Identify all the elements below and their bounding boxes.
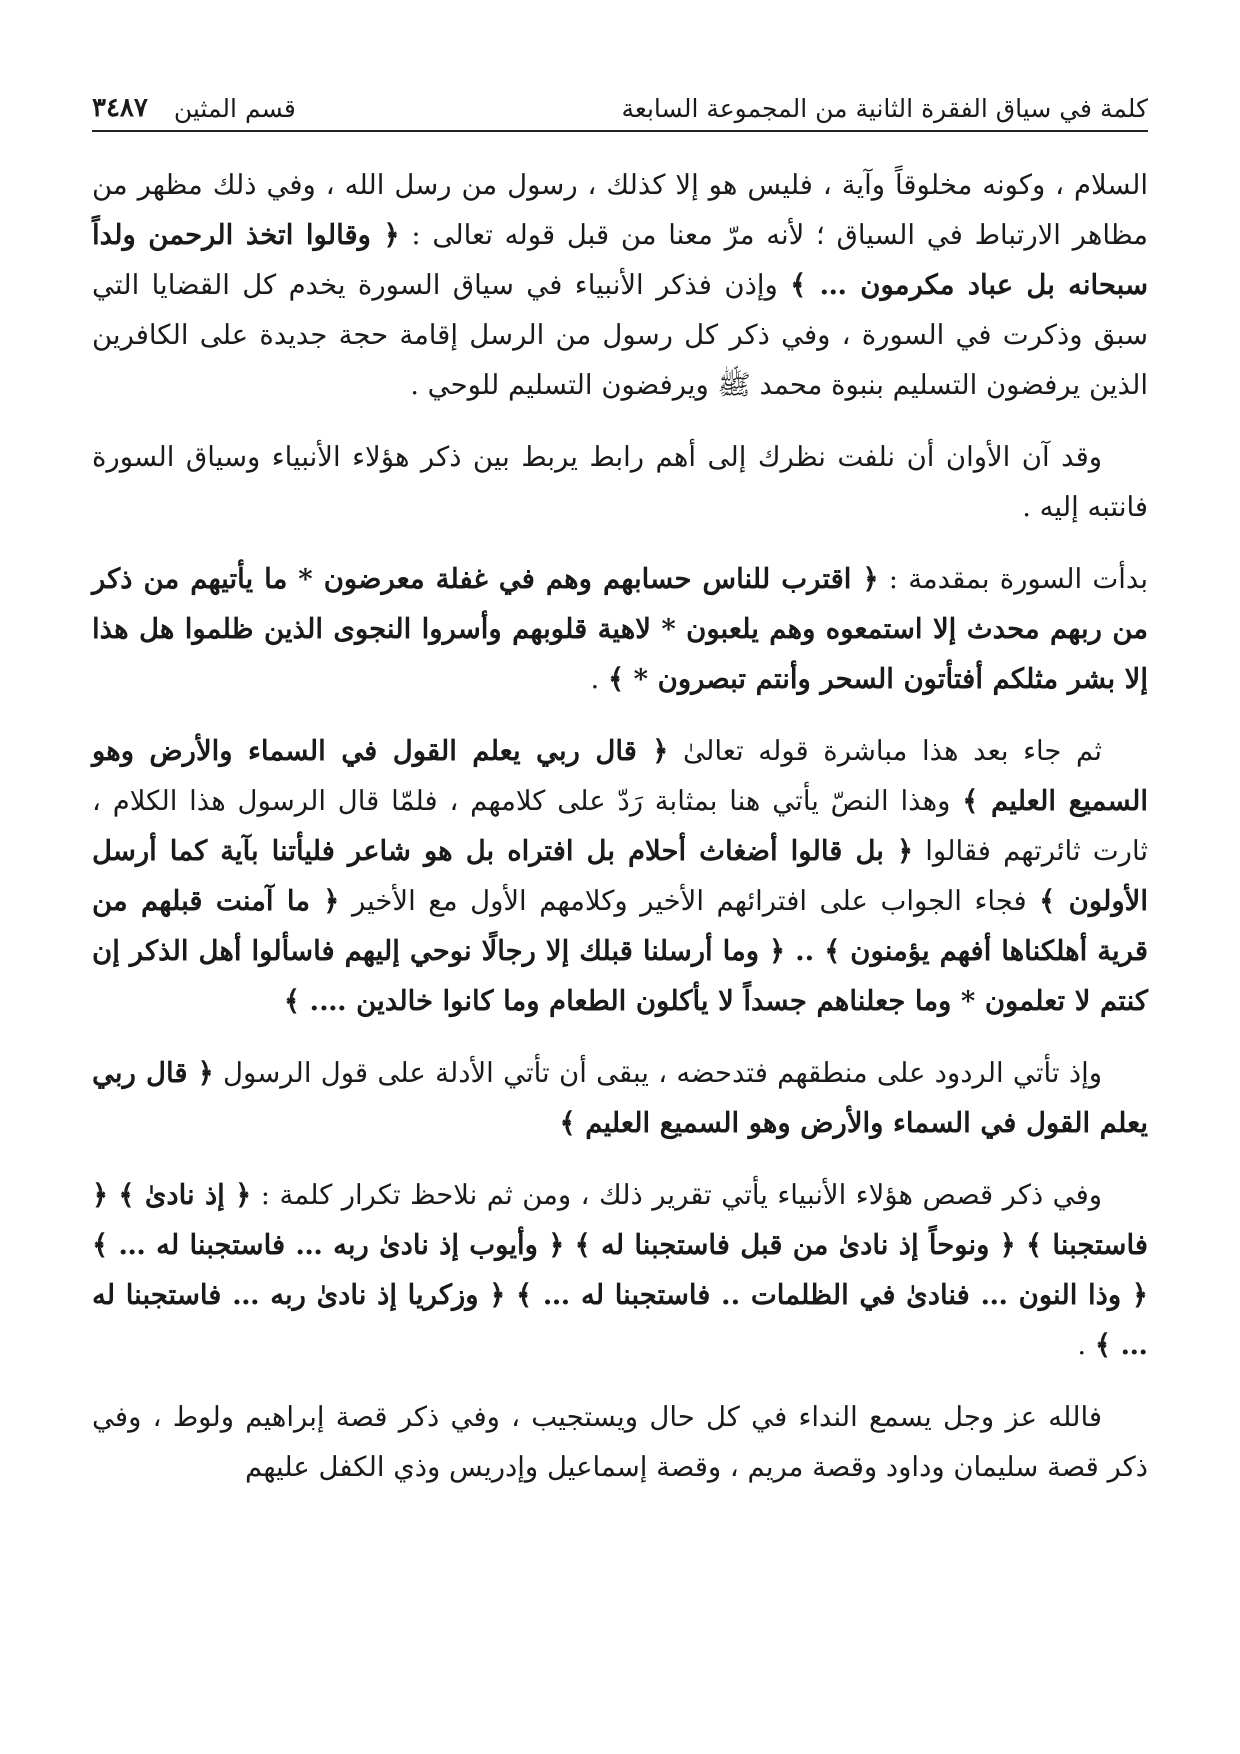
quran-verse: ﴿ وقالوا اتخذ الرحمن ولداً سبحانه بل عباد مكرمون … ﴾ — [92, 219, 1148, 301]
paragraph — [92, 1392, 1148, 1492]
header-left-group — [92, 93, 296, 123]
text-segment: بدأت السورة بمقدمة : — [878, 563, 1148, 595]
quran-verse: ﴿ اقترب للناس حسابهم وهم في غفلة معرضون * ما يأتيهم من ذكر من ربهم محدث إلا استمعوه وهم يلعبون * لاهية قلوبهم وأسروا النجوى الذين ظلموا هل هذا إلا بشر مثلكم أفتأتون السحر وأنتم تبصرون * ﴾ — [92, 563, 1148, 695]
quran-verse: ﴿ إذ نادىٰ ﴾ ﴿ فاستجبنا ﴾ ﴿ ونوحاً إذ نادىٰ من قبل فاستجبنا له ﴾ ﴿ وأيوب إذ نادىٰ ربه … فاستجبنا له … ﴾ ﴿ وذا النون … فنادىٰ في الظلمات .. فاستجبنا له … ﴾ ﴿ وزكريا إذ نادىٰ ربه … فاستجبنا له … ﴾ — [92, 1179, 1148, 1361]
quran-verse: ﴿ بل قالوا أضغاث أحلام بل افتراه بل هو شاعر فليأتنا بآية كما أرسل الأولون ﴾ — [92, 835, 1149, 917]
paragraph — [92, 1048, 1148, 1148]
page-header — [92, 86, 1148, 132]
text-segment: . — [590, 663, 608, 695]
text-segment: وإذ تأتي الردود على منطقهم فتدحضه ، يبقى أن تأتي الأدلة على قول الرسول — [213, 1057, 1102, 1089]
text-segment: ثم جاء بعد هذا مباشرة قوله تعالىٰ — [668, 735, 1102, 767]
paragraph — [92, 554, 1148, 704]
paragraph — [92, 432, 1148, 532]
paragraph — [92, 1170, 1148, 1370]
text-segment: وإذن فذكر الأنبياء في سياق السورة يخدم كل القضايا التي سبق وذكرت في السورة ، وفي ذكر كل رسول من الرسل إقامة حجة جديدة على الكافرين الذين يرفضون التسليم بنبوة محمد ﷺ ويرفضون التسليم للوحي . — [92, 269, 1148, 401]
text-segment: فالله عز وجل يسمع النداء في كل حال ويستجيب ، وفي ذكر قصة إبراهيم ولوط ، وفي ذكر قصة سليمان وداود وقصة مريم ، وقصة إسماعيل وإدريس وذي الكفل عليهم — [92, 1401, 1148, 1483]
page-number: ٣٤٨٧ — [92, 93, 148, 123]
text-segment: وقد آن الأوان أن نلفت نظرك إلى أهم رابط يربط بين ذكر هؤلاء الأنبياء وسياق السورة فانتبه إليه . — [92, 441, 1148, 523]
text-segment: . — [1077, 1329, 1095, 1361]
text-segment: وفي ذكر قصص هؤلاء الأنبياء يأتي تقرير ذلك ، ومن ثم نلاحظ تكرار كلمة : — [251, 1179, 1103, 1211]
quran-verse: ﴿ ما آمنت قبلهم من قرية أهلكناها أفهم يؤمنون ﴾ .. ﴿ وما أرسلنا قبلك إلا رجالًا نوحي إليهم فاسألوا أهل الذكر إن كنتم لا تعلمون * وما جعلناهم جسداً لا يأكلون الطعام وما كانوا خالدين …. ﴾ — [92, 885, 1148, 1017]
quran-verse: ﴿ قال ربي يعلم القول في السماء والأرض وهو السميع العليم ﴾ — [92, 1057, 1148, 1139]
text-segment: فجاء الجواب على افترائهم الأخير وكلامهم الأول مع الأخير — [339, 885, 1040, 917]
section-name: قسم المثين — [173, 93, 296, 123]
running-title: كلمة في سياق الفقرة الثانية من المجموعة السابعة — [621, 93, 1148, 123]
paragraph — [92, 160, 1148, 410]
text-segment: السلام ، وكونه مخلوقاً وآية ، فليس هو إلا كذلك ، رسول من رسل الله ، وفي ذلك مظهر من مظاهر الارتباط في السياق ؛ لأنه مرّ معنا من قبل قوله تعالى : — [92, 169, 1149, 251]
body-text — [92, 160, 1148, 1514]
quran-verse: ﴿ قال ربي يعلم القول في السماء والأرض وهو السميع العليم ﴾ — [92, 735, 1148, 817]
text-segment: وهذا النصّ يأتي هنا بمثابة رَدّ على كلامهم ، فلمّا قال الرسول هذا الكلام ، ثارت ثائرتهم فقالوا — [92, 785, 1148, 867]
paragraph — [92, 726, 1148, 1026]
